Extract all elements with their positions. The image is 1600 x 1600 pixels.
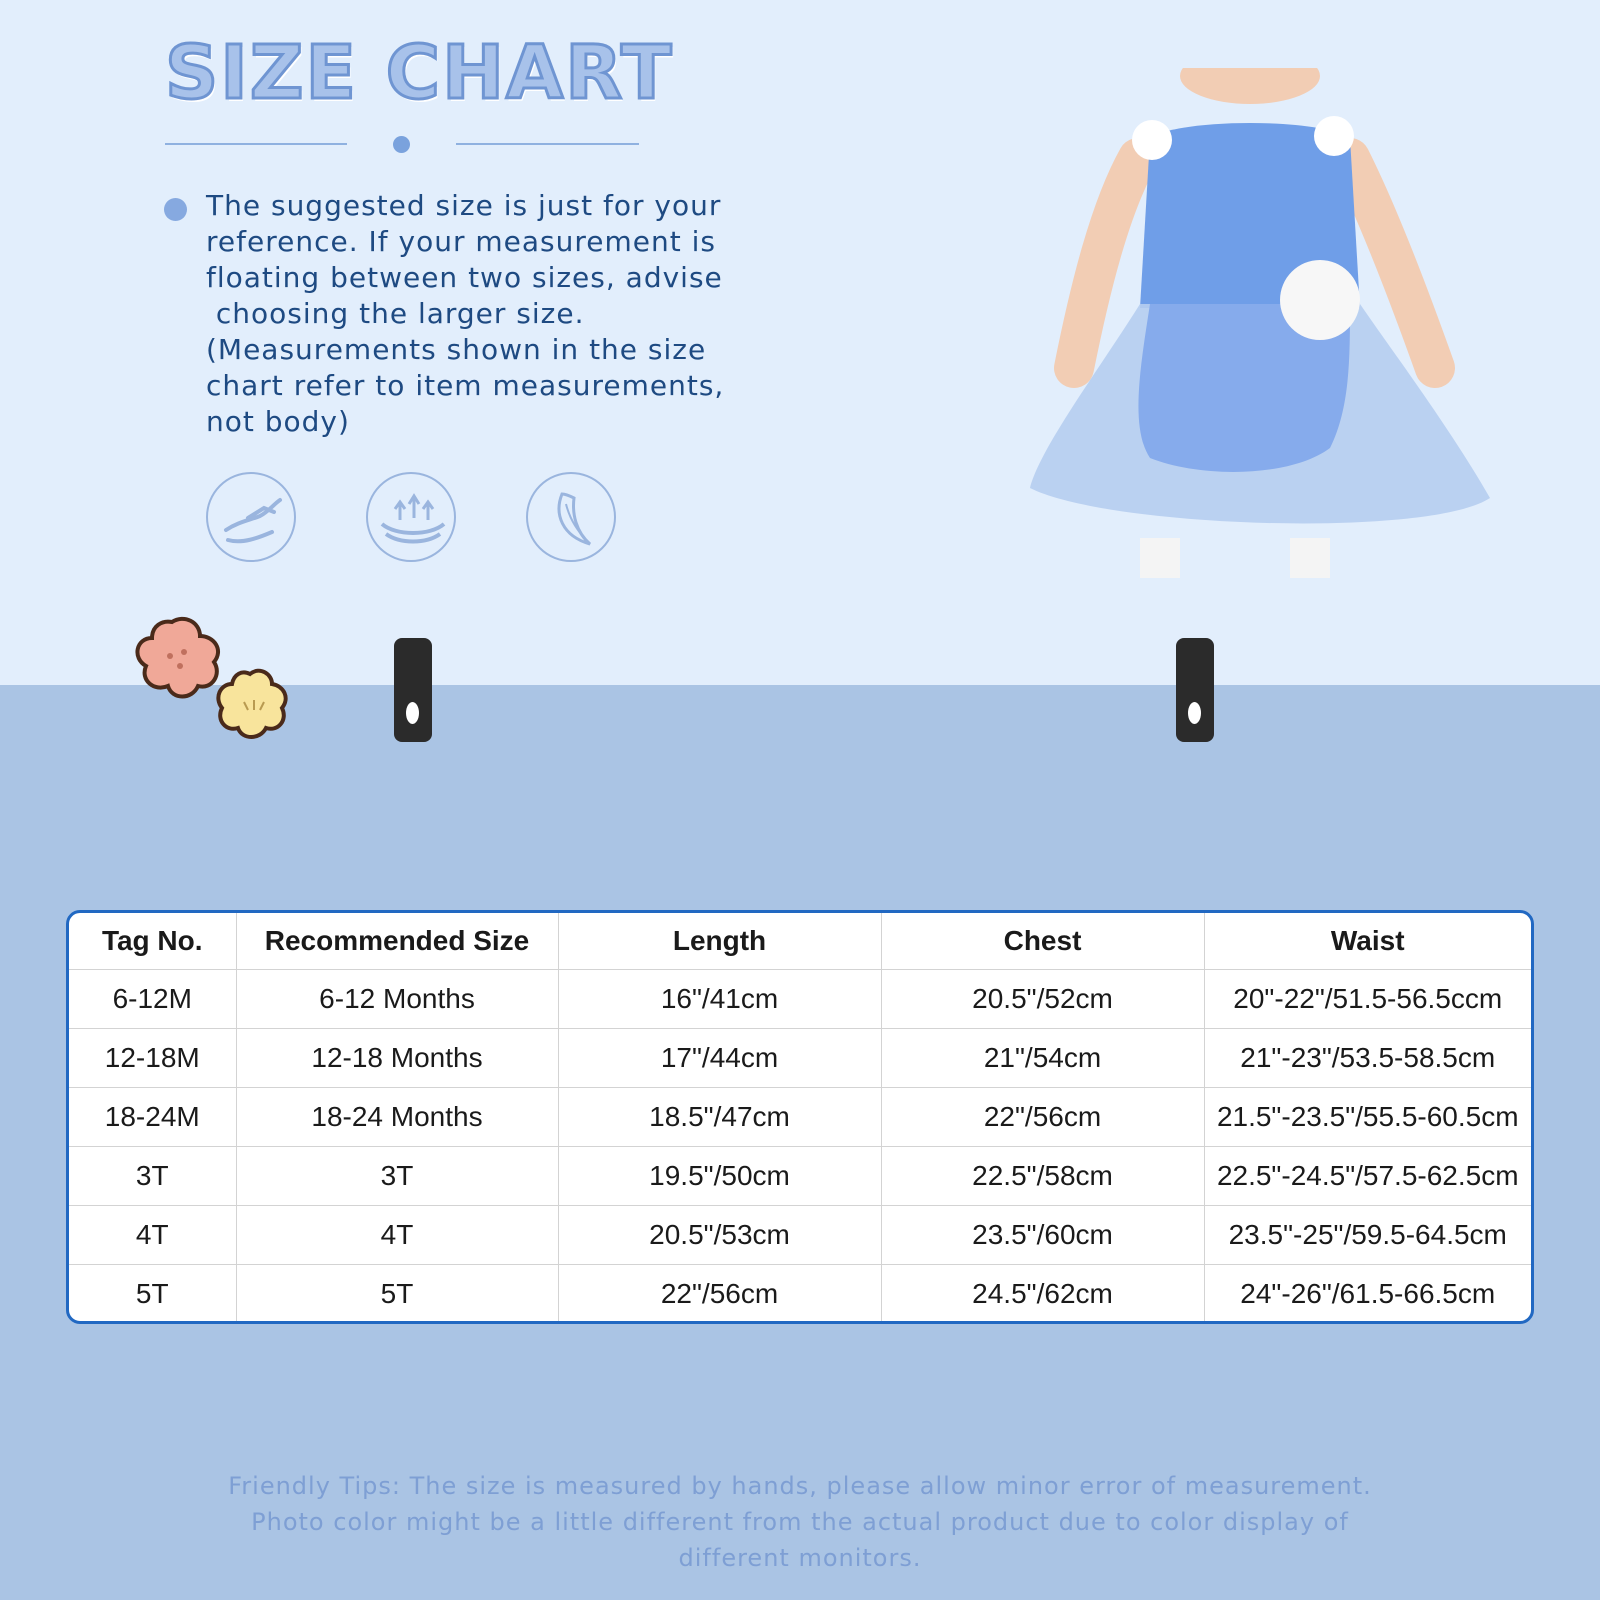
notes-bullet [164, 198, 187, 221]
binder-clip-left [394, 638, 432, 742]
cell-recommended-size: 18-24 Months [236, 1088, 558, 1147]
header-chest: Chest [881, 913, 1204, 970]
cell-length: 16"/41cm [558, 970, 881, 1029]
cell-recommended-size: 4T [236, 1206, 558, 1265]
cell-chest: 24.5"/62cm [881, 1265, 1204, 1324]
table-header-row [69, 913, 1531, 970]
cell-tag-no: 3T [69, 1147, 236, 1206]
clip-hole [406, 702, 419, 724]
cell-waist: 21"-23"/53.5-58.5cm [1204, 1029, 1531, 1088]
friendly-tips [100, 1468, 1500, 1576]
tips-line: Photo color might be a little different from the actual product due to color display of [251, 1508, 1349, 1536]
binder-clip-right [1176, 638, 1214, 742]
cell-recommended-size: 3T [236, 1147, 558, 1206]
cell-recommended-size: 12-18 Months [236, 1029, 558, 1088]
cell-length: 18.5"/47cm [558, 1088, 881, 1147]
size-table [66, 910, 1534, 1324]
cell-waist: 24"-26"/61.5-66.5cm [1240, 1278, 1496, 1309]
size-notes [206, 188, 846, 440]
hand-wash-icon [206, 472, 296, 562]
table-row [69, 970, 1531, 1029]
title-divider-left [165, 143, 347, 145]
cell-recommended-size: 6-12 Months [236, 970, 558, 1029]
cell-length: 17"/44cm [558, 1029, 881, 1088]
note-line: not body) [206, 405, 350, 438]
cell-length: 20.5"/53cm [558, 1206, 881, 1265]
header-recommended-size: Recommended Size [236, 913, 558, 970]
cell-waist: 20"-22"/51.5-56.5ccm [1204, 970, 1531, 1029]
cell-tag-no: 5T [69, 1265, 236, 1324]
cell-waist: 23.5"-25"/59.5-64.5cm [1204, 1206, 1531, 1265]
breathable-icon [366, 472, 456, 562]
cell-tag-no: 4T [69, 1206, 236, 1265]
header-waist: Waist [1204, 913, 1531, 970]
title-divider-right [456, 143, 639, 145]
cell-chest: 21"/54cm [881, 1029, 1204, 1088]
table-row [69, 1088, 1531, 1147]
table-row [69, 1265, 1531, 1324]
flower-decoration [122, 612, 302, 752]
note-line: (Measurements shown in the size [206, 333, 707, 366]
cell-chest: 22"/56cm [881, 1088, 1204, 1147]
cell-recommended-size: 5T [236, 1265, 558, 1324]
tips-line: different monitors. [678, 1544, 922, 1572]
table-row [69, 1147, 1531, 1206]
cell-tag-no: 18-24M [69, 1088, 236, 1147]
header-length: Length [558, 913, 881, 970]
clip-hole [1188, 702, 1201, 724]
cell-waist: 22.5"-24.5"/57.5-62.5cm [1204, 1147, 1531, 1206]
cell-tag-no: 12-18M [69, 1029, 236, 1088]
table-row [69, 1206, 1531, 1265]
cell-chest: 22.5"/58cm [881, 1147, 1204, 1206]
product-photo [1030, 68, 1505, 578]
note-line: floating between two sizes, advise [206, 261, 723, 294]
note-line: choosing the larger size. [206, 297, 585, 330]
soft-feather-icon [526, 472, 616, 562]
note-line: The suggested size is just for your [206, 189, 722, 222]
note-line: reference. If your measurement is [206, 225, 716, 258]
note-line: chart refer to item measurements, [206, 369, 725, 402]
cell-tag-no: 6-12M [69, 970, 236, 1029]
cell-chest: 23.5"/60cm [881, 1206, 1204, 1265]
header-tag-no: Tag No. [69, 913, 236, 970]
cell-waist: 21.5"-23.5"/55.5-60.5cm [1204, 1088, 1531, 1147]
table-row [69, 1029, 1531, 1088]
cell-length: 22"/56cm [558, 1265, 881, 1324]
cell-length: 19.5"/50cm [558, 1147, 881, 1206]
tips-line: Friendly Tips: The size is measured by hands, please allow minor error of measurement. [228, 1472, 1372, 1500]
title-divider-dot [393, 136, 410, 153]
page-title: SIZE CHART [165, 30, 674, 116]
cell-chest: 20.5"/52cm [881, 970, 1204, 1029]
